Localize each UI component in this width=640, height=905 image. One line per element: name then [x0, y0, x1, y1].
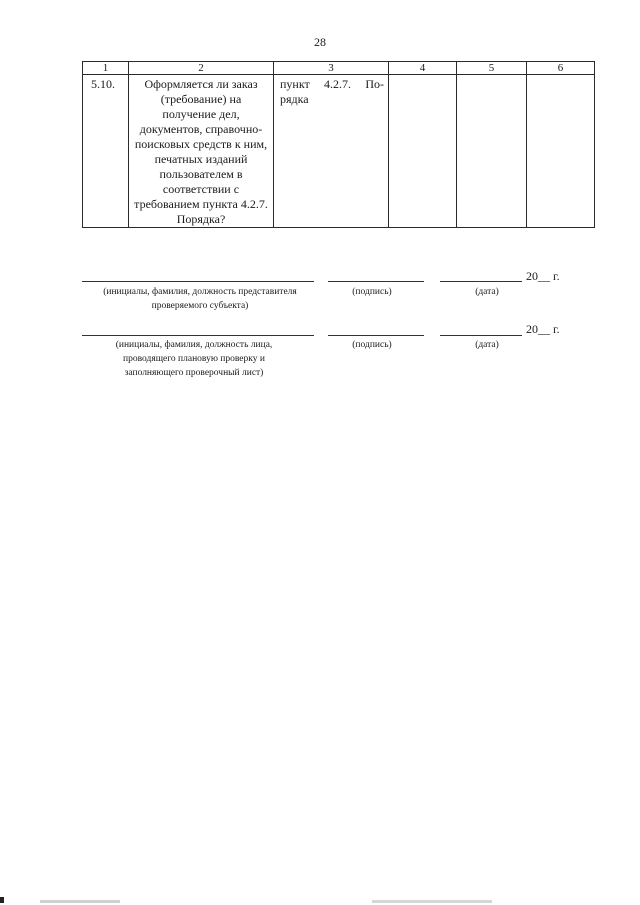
row-col-6	[527, 75, 595, 228]
name-caption: (инициалы, фамилия, должность представителя проверяемого субъекта)	[103, 287, 297, 311]
row-col-5	[457, 75, 527, 228]
row-col-4	[389, 75, 457, 228]
scan-artifact	[40, 900, 120, 903]
header-col-5: 5	[457, 62, 527, 75]
signature-line	[328, 281, 424, 282]
name-line	[82, 335, 314, 336]
table-header-row	[83, 62, 595, 75]
header-col-6: 6	[527, 62, 595, 75]
row-question: Оформляется ли заказ (требование) на получение дел, документов, справочно-поисковых средств к ним, печатных изданий пользователем в соответствии с требованием пункта 4.2.7. Порядка?	[129, 75, 274, 228]
name-caption: (инициалы, фамилия, должность лица, проводящего плановую проверку и заполняющего проверочный лист)	[115, 340, 273, 378]
header-col-1: 1	[83, 62, 129, 75]
reference-line-2: рядка	[280, 92, 309, 106]
checklist-table	[82, 61, 595, 228]
signature-line	[328, 335, 424, 336]
signature-caption: (подпись)	[352, 340, 392, 350]
reference-line-1: пункт 4.2.7. По-	[280, 77, 384, 91]
page-number: 28	[314, 35, 326, 49]
header-col-3: 3	[274, 62, 389, 75]
header-col-4: 4	[389, 62, 457, 75]
date-caption: (дата)	[475, 287, 499, 297]
name-line	[82, 281, 314, 282]
scan-artifact	[0, 897, 4, 903]
row-number: 5.10.	[83, 75, 129, 228]
header-col-2: 2	[129, 62, 274, 75]
signature-caption: (подпись)	[352, 287, 392, 297]
table-row	[83, 75, 595, 228]
year-text: 20__ г.	[526, 322, 560, 336]
date-line	[440, 335, 522, 336]
date-line	[440, 281, 522, 282]
row-reference	[274, 75, 389, 228]
year-text: 20__ г.	[526, 269, 560, 283]
scan-artifact	[372, 900, 492, 903]
date-caption: (дата)	[475, 340, 499, 350]
